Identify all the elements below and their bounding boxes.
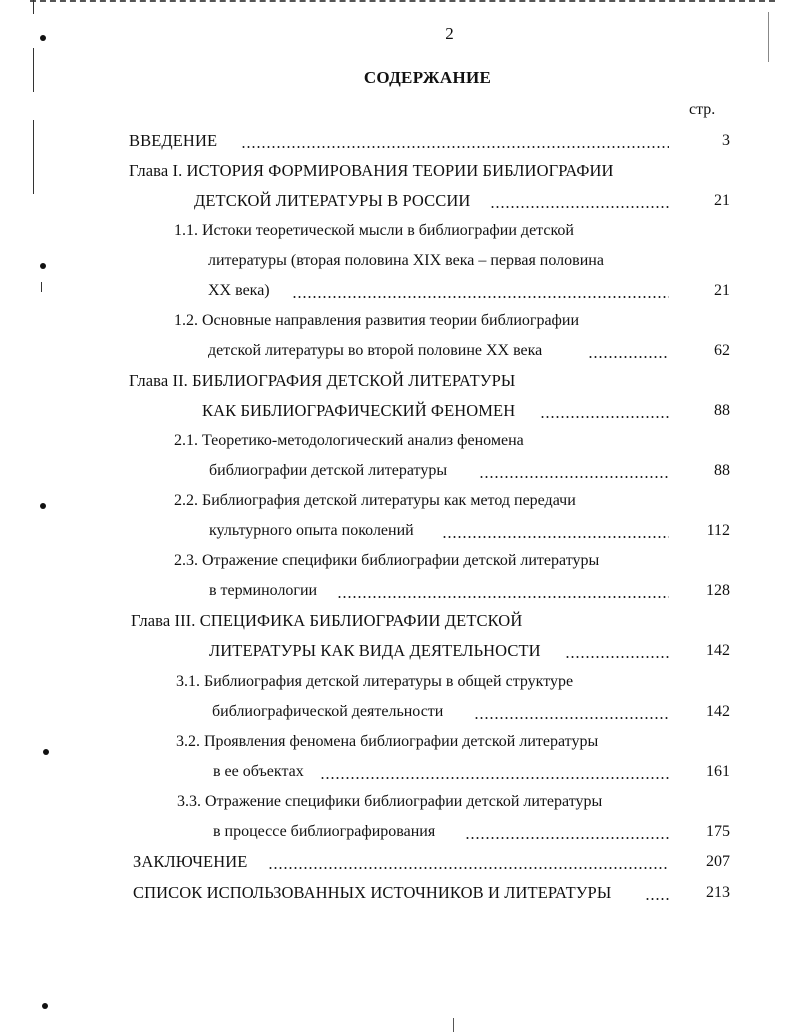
scan-mark <box>33 0 34 14</box>
binder-hole-mark <box>40 263 46 269</box>
leader-dots <box>565 656 669 658</box>
page-column-label: стр. <box>689 101 716 118</box>
leader-dots <box>540 416 669 418</box>
leader-dots <box>337 596 669 598</box>
toc-entry-3-2[interactable]: 3.2. Проявления феномена библиографии детской литературы <box>176 728 602 756</box>
binder-hole-mark <box>42 1003 48 1009</box>
leader-dots <box>479 476 669 478</box>
toc-page-number: 161 <box>706 763 730 780</box>
toc-page-number: 21 <box>714 282 730 299</box>
scan-mark <box>453 1018 454 1032</box>
toc-entry-2-1[interactable]: 2.1. Теоретико-методологический анализ феномена <box>174 427 528 455</box>
toc-entry-1-2[interactable]: 1.2. Основные направления развития теории библиографии <box>174 307 583 335</box>
page-title: СОДЕРЖАНИЕ <box>363 68 492 87</box>
toc-entry-chapter-2[interactable]: Глава II. БИБЛИОГРАФИЯ ДЕТСКОЙ ЛИТЕРАТУРЫ <box>129 367 519 395</box>
toc-entry-2-2-cont[interactable]: культурного опыта поколений <box>209 517 689 545</box>
leader-dots <box>645 898 669 900</box>
toc-page-number: 207 <box>706 853 730 870</box>
scan-border-top <box>30 0 775 2</box>
leader-dots <box>588 356 669 358</box>
toc-entry-2-1-cont[interactable]: библиографии детской литературы <box>209 457 689 485</box>
leader-dots <box>474 717 669 719</box>
leader-dots <box>490 206 669 208</box>
toc-entry-chapter-3-cont[interactable]: ЛИТЕРАТУРЫ КАК ВИДА ДЕЯТЕЛЬНОСТИ <box>209 637 689 665</box>
leader-dots <box>320 777 669 779</box>
toc-entry-3-3[interactable]: 3.3. Отражение специфики библиографии детской литературы <box>177 788 606 816</box>
toc-page-number: 213 <box>706 884 730 901</box>
toc-page-number: 175 <box>706 823 730 840</box>
toc-entry-1-1-cont[interactable]: XX века) <box>208 277 689 305</box>
binder-hole-mark <box>40 503 46 509</box>
toc-entry-3-1[interactable]: 3.1. Библиография детской литературы в общей структуре <box>176 668 577 696</box>
scan-mark <box>33 120 34 194</box>
toc-entry-chapter-3[interactable]: Глава III. СПЕЦИФИКА БИБЛИОГРАФИИ ДЕТСКОЙ <box>131 607 526 635</box>
toc-entry-1-1[interactable]: 1.1. Истоки теоретической мысли в библиографии детской <box>174 217 578 245</box>
toc-page-number: 128 <box>706 582 730 599</box>
binder-hole-mark <box>43 749 49 755</box>
toc-entry-chapter-1[interactable]: Глава I. ИСТОРИЯ ФОРМИРОВАНИЯ ТЕОРИИ БИБЛИОГРАФИИ <box>129 157 618 185</box>
toc-page-number: 3 <box>722 132 730 149</box>
toc-entry-chapter-2-cont[interactable]: КАК БИБЛИОГРАФИЧЕСКИЙ ФЕНОМЕН <box>202 397 689 425</box>
toc-page-number: 88 <box>714 462 730 479</box>
toc-entry-1-2-cont[interactable]: детской литературы во второй половине XX века <box>208 337 689 365</box>
toc-page-number: 62 <box>714 342 730 359</box>
toc-page-number: 88 <box>714 402 730 419</box>
toc-entry-3-1-cont[interactable]: библиографической деятельности <box>212 698 689 726</box>
toc-page-number: 112 <box>706 522 730 539</box>
leader-dots <box>442 536 669 538</box>
toc-entry-2-2[interactable]: 2.2. Библиография детской литературы как метод передачи <box>174 487 580 515</box>
toc-page-number: 21 <box>714 192 730 209</box>
scan-mark <box>41 282 42 292</box>
toc-entry-3-2-cont[interactable]: в ее объектах <box>213 758 689 786</box>
toc-entry-2-3-cont[interactable]: в терминологии <box>209 577 689 605</box>
toc-entry-references[interactable]: СПИСОК ИСПОЛЬЗОВАННЫХ ИСТОЧНИКОВ И ЛИТЕРАТУРЫ <box>133 879 689 907</box>
leader-dots <box>292 296 669 298</box>
toc-entry-3-3-cont[interactable]: в процессе библиографирования <box>213 818 689 846</box>
toc-entry-conclusion[interactable]: ЗАКЛЮЧЕНИЕ <box>133 848 689 876</box>
toc-entry-2-3[interactable]: 2.3. Отражение специфики библиографии детской литературы <box>174 547 603 575</box>
leader-dots <box>465 837 669 839</box>
toc-page-number: 142 <box>706 703 730 720</box>
toc-entry-chapter-1-cont[interactable]: ДЕТСКОЙ ЛИТЕРАТУРЫ В РОССИИ <box>194 187 689 215</box>
toc-page-number: 142 <box>706 642 730 659</box>
page-number: 2 <box>445 24 454 43</box>
toc-entry-introduction[interactable]: ВВЕДЕНИЕ <box>129 127 689 155</box>
toc-entry-1-1-cont[interactable]: литературы (вторая половина XIX века – первая половина <box>208 247 608 275</box>
leader-dots <box>241 146 669 148</box>
leader-dots <box>268 867 669 869</box>
